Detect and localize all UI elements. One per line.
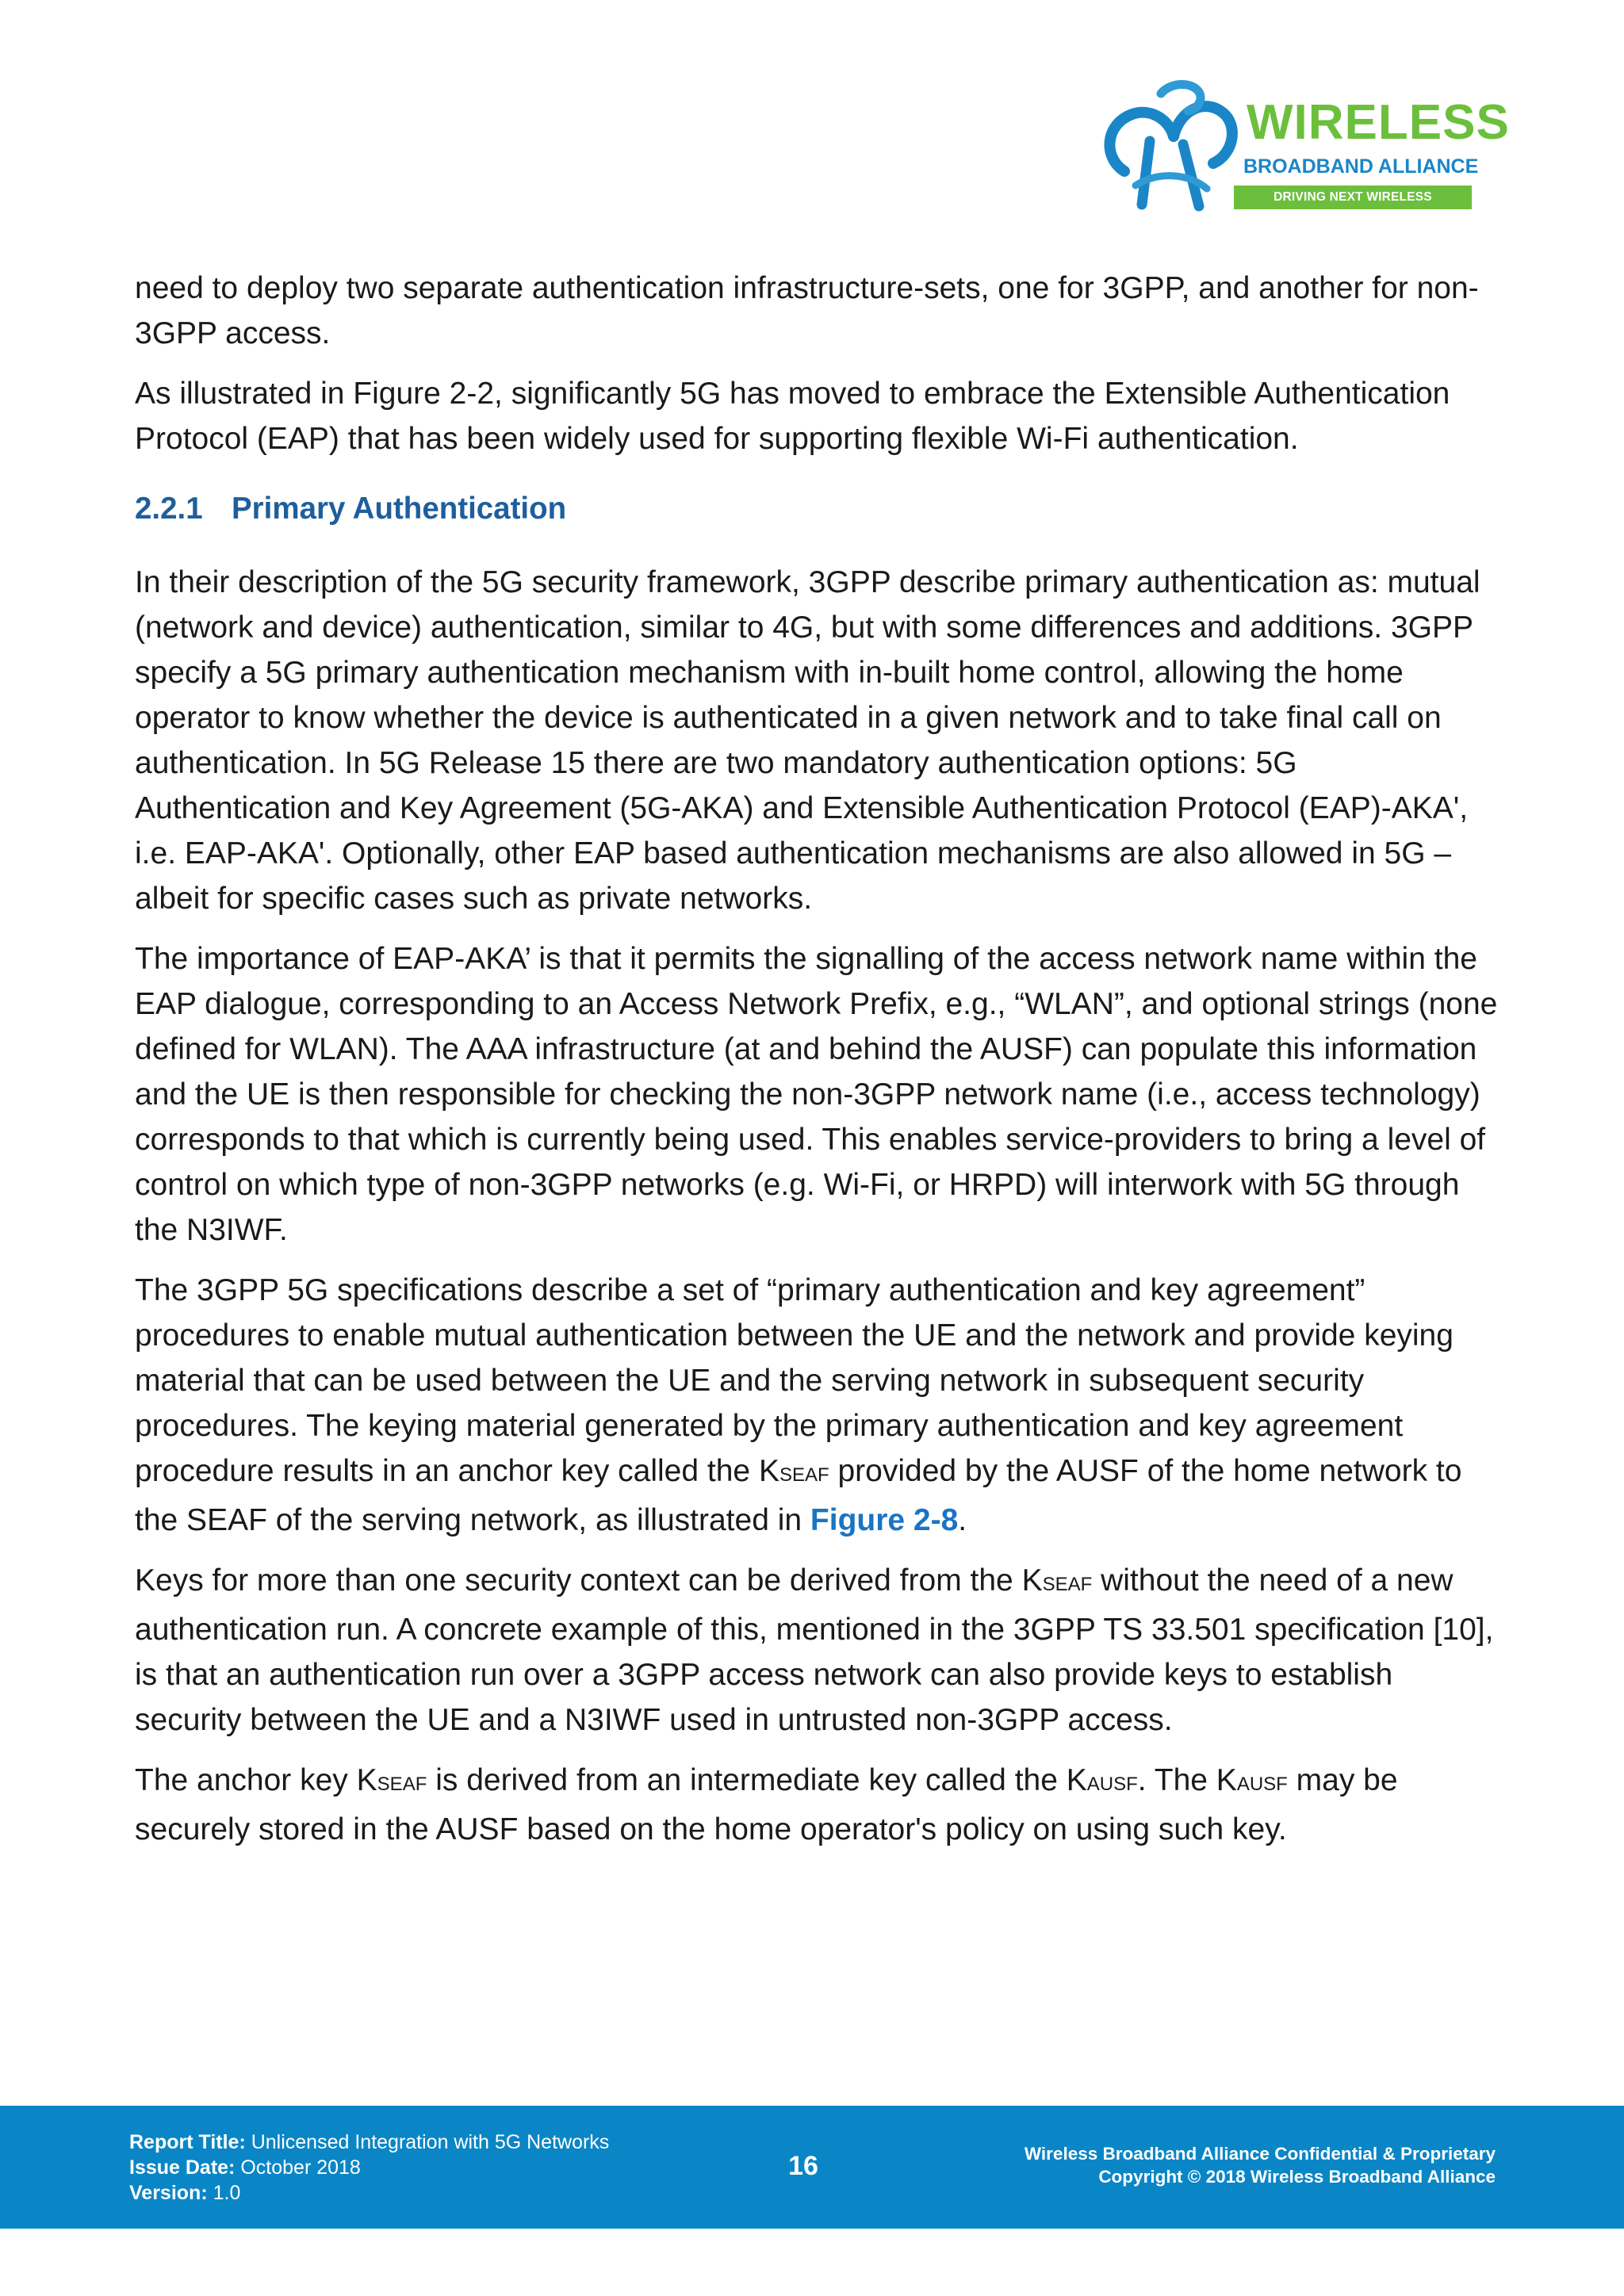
footer-version	[129, 2180, 609, 2206]
paragraph-6-text-a: Keys for more than one security context can be derived from the K	[135, 1563, 1043, 1598]
logo-subtitle: BROADBAND ALLIANCE	[1243, 155, 1479, 178]
report-title-value: Unlicensed Integration with 5G Networks	[245, 2131, 610, 2153]
footer-report-info	[129, 2130, 609, 2206]
report-title-label: Report Title:	[129, 2131, 246, 2153]
footer-legal	[1025, 2142, 1496, 2188]
paragraph-6	[135, 1558, 1499, 1743]
section-number: 2.2.1	[135, 492, 203, 526]
page-number: 16	[788, 2151, 818, 2181]
kseaf-subscript: SEAF	[377, 1774, 427, 1795]
version-value: 1.0	[207, 2182, 241, 2204]
page-footer	[0, 2106, 1624, 2229]
paragraph-5	[135, 1268, 1499, 1543]
paragraph-7-text-c: . The K	[1137, 1763, 1237, 1797]
paragraph-7-text-d: may be securely stored in the AUSF based on the home operator's policy on using such key.	[135, 1763, 1398, 1846]
paragraph-7-text-b: is derived from an intermediate key called the K	[427, 1763, 1087, 1797]
paragraph-4: The importance of EAP-AKA’ is that it permits the signalling of the access network name within the EAP dialogue, corresponding to an Access Network Prefix, e.g., “WLAN”, and optional strings (none defined for WLAN). The AAA infrastructure (at and behind the AUSF) can populate this information and the UE is then responsible for checking the non-3GPP network name (i.e., access technology) corresponds to that which is currently being used. This enables service-providers to bring a level of control on which type of non-3GPP networks (e.g. Wi-Fi, or HRPD) will interwork with 5G through the N3IWF.	[135, 942, 1498, 1247]
version-label: Version:	[129, 2182, 208, 2204]
kausf-subscript: AUSF	[1236, 1774, 1288, 1795]
section-heading	[135, 488, 1499, 530]
logo-wordmark: WIRELESS	[1247, 95, 1510, 150]
footer-copyright: Copyright © 2018 Wireless Broadband Alliance	[1098, 2167, 1496, 2187]
footer-issue-date	[129, 2155, 609, 2180]
document-body	[135, 266, 1499, 1867]
wba-logo	[1094, 78, 1510, 228]
kseaf-subscript: SEAF	[1042, 1574, 1093, 1595]
figure-2-8-link[interactable]: Figure 2-8	[810, 1503, 959, 1537]
paragraph-7-text-a: The anchor key K	[135, 1763, 377, 1797]
kausf-subscript: AUSF	[1086, 1774, 1138, 1795]
footer-report-title	[129, 2130, 609, 2155]
paragraph-2: As illustrated in Figure 2-2, significantly 5G has moved to embrace the Extensible Authentication Protocol (EAP) that has been widely used for supporting flexible Wi-Fi authentication.	[135, 377, 1450, 456]
paragraph-5-text-c: .	[958, 1503, 967, 1537]
logo-tagline: DRIVING NEXT WIRELESS EXPERIENCE	[1234, 186, 1472, 209]
footer-confidential: Wireless Broadband Alliance Confidential & Proprietary	[1024, 2144, 1496, 2164]
paragraph-3: In their description of the 5G security framework, 3GPP describe primary authentication as: mutual (network and device) authentication, similar to 4G, but with some differences and additions. 3GPP specify a 5G primary authentication mechanism with in-built home control, allowing the home operator to know whether the device is authenticated in a given network and to take final call on authentication. In 5G Release 15 there are two mandatory authentication options: 5G Authentication and Key Agreement (5G-AKA) and Extensible Authentication Protocol (EAP)-AKA', i.e. EAP-AKA'. Optionally, other EAP based authentication mechanisms are also allowed in 5G – albeit for specific cases such as private networks.	[135, 565, 1480, 916]
paragraph-7	[135, 1758, 1499, 1852]
paragraph-5-text-b: provided by the AUSF of the home network to the SEAF of the serving network, as illustrated in	[135, 1454, 1462, 1537]
section-title: Primary Authentication	[232, 492, 567, 526]
wba-emblem-icon	[1094, 78, 1245, 216]
issue-date-value: October 2018	[235, 2156, 361, 2179]
paragraph-5-text-a: The 3GPP 5G specifications describe a set of “primary authentication and key agreement” procedures to enable mutual authentication between the UE and the network and provide keying material that can be used between the UE and the serving network in subsequent security procedures. The keying material generated by the primary authentication and key agreement procedure results in an anchor key called the K	[135, 1273, 1454, 1488]
paragraph-1: need to deploy two separate authentication infrastructure-sets, one for 3GPP, and another for non-3GPP access.	[135, 271, 1479, 350]
paragraph-6-text-b: without the need of a new authentication run. A concrete example of this, mentioned in the 3GPP TS 33.501 specification [10], is that an authentication run over a 3GPP access network can also provide keys to establish security between the UE and a N3IWF used in untrusted non-3GPP access.	[135, 1563, 1494, 1737]
kseaf-subscript: SEAF	[779, 1464, 829, 1486]
issue-date-label: Issue Date:	[129, 2156, 236, 2179]
